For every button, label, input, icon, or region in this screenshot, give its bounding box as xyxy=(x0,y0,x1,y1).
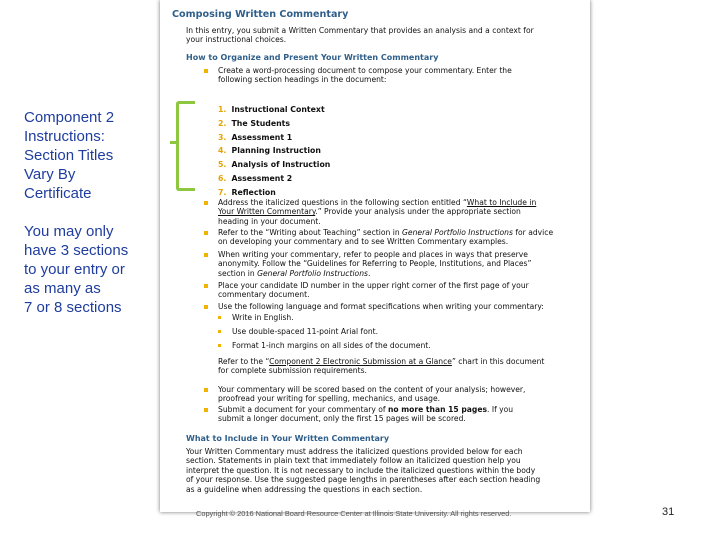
bracket-tick-icon xyxy=(170,141,178,144)
text-line: section. Statements in plain text that immediately follow an italicized question help you xyxy=(186,456,521,466)
copyright-footer: Copyright © 2016 National Board Resource Center at Illinois State University. All rights reserved. xyxy=(196,509,512,518)
text-run: Submit a document for your commentary of xyxy=(218,405,388,414)
section-headings-list xyxy=(218,97,331,197)
text-run: for advice xyxy=(512,228,554,237)
side-note-section-titles xyxy=(24,108,114,203)
section-heading-item xyxy=(218,125,330,142)
text-line xyxy=(218,269,531,278)
text-line xyxy=(218,207,536,216)
section-name: Assessment 1 xyxy=(231,132,293,142)
list-number: 1. xyxy=(218,105,227,114)
section-name: Instructional Context xyxy=(231,105,325,114)
sub-bullet-icon xyxy=(218,330,221,333)
section-name: The Students xyxy=(231,118,291,128)
text-run: ” chart in this document xyxy=(451,357,545,366)
bullet-icon xyxy=(204,388,208,392)
section-name: Analysis of Instruction xyxy=(231,160,331,170)
text-line: When writing your commentary, refer to people and places in ways that preserve xyxy=(218,250,528,259)
text-line: your instructional choices. xyxy=(186,35,287,45)
text-line: Create a word-processing document to compose your commentary. Enter the xyxy=(218,66,512,75)
bullet-item: Use the following language and format specifications when writing your commentary: xyxy=(218,302,544,311)
section-name: Assessment 2 xyxy=(231,173,293,183)
list-number: 3. xyxy=(218,132,227,142)
text-run: General Portfolio Instructions xyxy=(402,228,513,237)
text-line: submit a longer document, only the first 15 pages will be scored. xyxy=(218,414,466,424)
bullet-icon xyxy=(204,253,208,257)
sub-bullet-item: Write in English. xyxy=(232,313,294,322)
section-name: Planning Instruction xyxy=(231,146,321,156)
text-line xyxy=(218,228,553,237)
side-note-line: have 3 sections xyxy=(24,242,129,259)
list-number: 4. xyxy=(218,146,227,156)
text-line: interpret the question. It is not necessary to include the italicized questions within the body xyxy=(186,465,536,475)
page-number: 31 xyxy=(662,506,675,518)
section-heading-item xyxy=(218,138,330,156)
text-line: anonymity. Follow the “Guidelines for Referring to People, Institutions, and Places” xyxy=(218,259,532,269)
sub-bullet-icon xyxy=(218,316,221,319)
bullet-item xyxy=(218,198,536,226)
side-note-line: 7 or 8 sections xyxy=(24,299,122,316)
text-run: section in xyxy=(218,268,258,278)
sub-bullet-icon xyxy=(218,344,221,347)
what-to-include-heading: What to Include in Your Written Commentary xyxy=(186,434,390,443)
side-note-line: Vary By xyxy=(24,166,76,183)
bullet-icon xyxy=(204,231,208,235)
side-note-line: Certificate xyxy=(24,185,92,202)
section-heading-item xyxy=(218,180,330,197)
text-line xyxy=(218,405,513,414)
text-line xyxy=(218,198,536,207)
link-what-to-include[interactable]: What to Include in xyxy=(466,198,537,207)
sub-bullet-item: Format 1-inch margins on all sides of the document. xyxy=(232,341,431,350)
bullet-icon xyxy=(204,69,208,73)
text-run: . xyxy=(367,268,371,278)
text-line: as a guideline when addressing the questions in each section. xyxy=(186,484,423,494)
text-line: on developing your commentary and to see Written Commentary examples. xyxy=(218,237,509,247)
bullet-item xyxy=(218,281,529,300)
bullet-icon xyxy=(204,408,208,412)
side-note-section-count xyxy=(24,222,128,317)
side-note-line: Section Titles xyxy=(24,147,114,164)
text-line: heading in your document. xyxy=(218,216,321,226)
bullet-item xyxy=(218,228,553,247)
text-run: Refer to the “ xyxy=(218,357,270,366)
side-note-line: Instructions: xyxy=(24,128,105,145)
bullet-icon xyxy=(204,284,208,288)
text-line xyxy=(218,357,544,366)
list-number: 5. xyxy=(218,160,227,170)
refer-paragraph xyxy=(218,357,544,376)
text-line: for complete submission requirements. xyxy=(218,366,367,376)
list-number: 7. xyxy=(218,187,227,197)
text-run: Address the italicized questions in the following section entitled “ xyxy=(218,198,467,207)
text-run: General Portfolio Instructions xyxy=(257,268,368,278)
how-to-heading: How to Organize and Present Your Written Commentary xyxy=(186,53,439,62)
text-line: Your commentary will be scored based on the content of your analysis; however, xyxy=(218,385,526,394)
text-line: following section headings in the document: xyxy=(218,75,387,85)
text-run: . If you xyxy=(487,405,514,414)
text-line: proofread your writing for spelling, mechanics, and usage. xyxy=(218,394,441,404)
text-run: no more than 15 pages xyxy=(387,405,488,414)
text-line: Place your candidate ID number in the upper right corner of the first page of your xyxy=(218,281,529,290)
bracket-icon xyxy=(176,101,195,191)
text-line: of your response. Use the suggested page lengths in parentheses after each section heading xyxy=(186,475,541,485)
final-paragraph xyxy=(186,447,540,494)
text-line: In this entry, you submit a Written Commentary that provides an analysis and a context for xyxy=(186,26,534,35)
list-number: 6. xyxy=(218,173,227,183)
text-line: commentary document. xyxy=(218,290,310,300)
document-page xyxy=(160,0,590,512)
side-note-line: You may only xyxy=(24,223,114,240)
text-run: .” Provide your analysis under the appropriate section xyxy=(315,207,521,217)
doc-title: Composing Written Commentary xyxy=(172,9,349,20)
section-name: Reflection xyxy=(231,187,276,197)
bullet-item xyxy=(218,66,512,85)
link-what-to-include[interactable]: Your Written Commentary xyxy=(218,207,316,217)
section-heading-item xyxy=(218,152,331,170)
intro-paragraph xyxy=(186,26,534,45)
list-number: 2. xyxy=(218,118,227,128)
text-line: Your Written Commentary must address the italicized questions provided below for each xyxy=(186,447,523,456)
side-note-line: as many as xyxy=(24,280,101,297)
text-run: Refer to the “Writing about Teaching” section in xyxy=(218,228,403,237)
bullet-item xyxy=(218,405,513,424)
bullet-item xyxy=(218,250,531,278)
bullet-icon xyxy=(204,305,208,309)
side-note-line: Component 2 xyxy=(24,109,115,126)
sub-bullet-item: Use double-spaced 11-point Arial font. xyxy=(232,327,379,336)
section-heading-item xyxy=(218,97,330,114)
bullet-icon xyxy=(204,201,208,205)
link-submission-at-a-glance[interactable]: Component 2 Electronic Submission at a Glance xyxy=(269,357,452,366)
side-note-line: to your entry or xyxy=(24,261,125,278)
bullet-item xyxy=(218,385,525,404)
